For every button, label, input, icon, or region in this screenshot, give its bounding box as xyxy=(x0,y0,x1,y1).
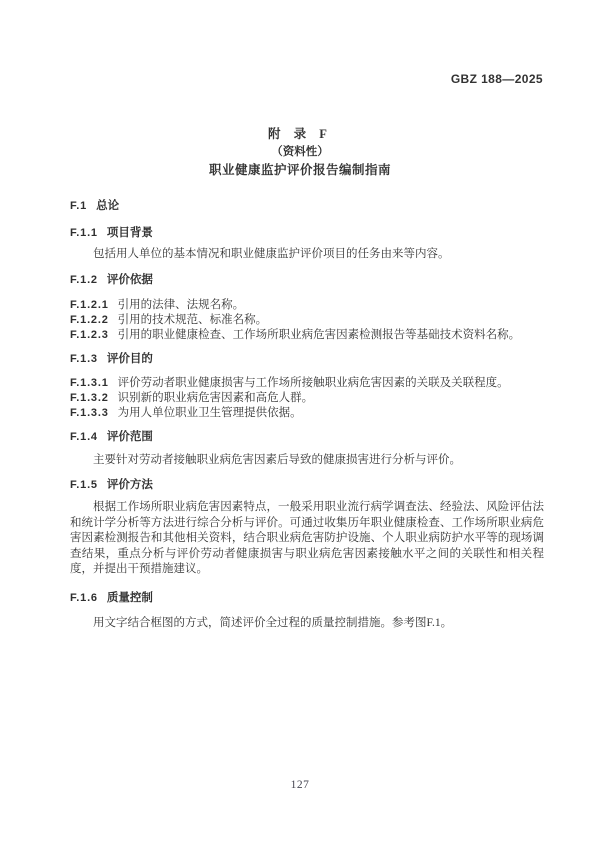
section-title: 评价方法 xyxy=(106,479,153,491)
paragraph-f1-5: 根据工作场所职业病危害因素特点，一般采用职业流行病学调查法、经验法、风险评估法和统计学分析等方法进行综合分析与评价。可通过收集历年职业健康检查、工作场所职业病危害因素检测报告和其他相关资料，结合职业病危害防护设施、个人职业病防护水平等的现场调查结果，重点分析与评价劳动者健康损害与职业病危害因素接触水平之间的关联性和相关程度，并提出干预措施建议。 xyxy=(70,501,544,575)
section-heading-f1 xyxy=(70,199,544,214)
appendix-kind: （资料性） xyxy=(271,146,329,158)
section-number: F.1 xyxy=(70,200,88,212)
paragraph-f1-1: 包括用人单位的基本情况和职业健康监护评价项目的任务由来等内容。 xyxy=(93,248,450,260)
section-number: F.1.4 xyxy=(70,430,98,443)
section-heading-f1-1 xyxy=(70,226,544,241)
clause-text: 引用的技术规范、标准名称。 xyxy=(117,313,268,326)
clause-f1-2-2 xyxy=(70,313,544,328)
section-title: 评价目的 xyxy=(106,352,153,365)
appendix-heading-block xyxy=(0,0,600,178)
section-number: F.1.3 xyxy=(70,352,98,365)
clause-number: F.1.2.2 xyxy=(70,313,109,326)
page-number: 127 xyxy=(290,779,310,791)
clause-text: 识别新的职业病危害因素和高危人群。 xyxy=(117,391,314,404)
clause-f1-2-3 xyxy=(70,328,544,343)
appendix-label: 附 录 F xyxy=(268,127,332,141)
clause-number: F.1.2.3 xyxy=(70,328,109,341)
section-number: F.1.1 xyxy=(70,227,98,239)
section-number: F.1.2 xyxy=(70,273,98,286)
appendix-title: 职业健康监护评价报告编制指南 xyxy=(208,163,391,177)
clause-text: 引用的法律、法规名称。 xyxy=(117,298,245,311)
section-title: 总论 xyxy=(96,200,120,212)
clause-f1-2-1 xyxy=(70,298,544,313)
clause-f1-3-3 xyxy=(70,406,544,421)
section-title: 质量控制 xyxy=(106,591,153,604)
clause-number: F.1.3.2 xyxy=(70,391,109,404)
section-heading-f1-2 xyxy=(70,273,544,288)
section-heading-f1-3 xyxy=(70,352,544,367)
clause-number: F.1.3.1 xyxy=(70,376,109,389)
section-number: F.1.5 xyxy=(70,479,98,491)
clause-f1-3-1 xyxy=(70,376,544,391)
document-content xyxy=(0,199,600,631)
section-number: F.1.6 xyxy=(70,591,98,604)
section-heading-f1-6 xyxy=(70,591,544,606)
section-title: 评价范围 xyxy=(106,430,153,443)
clause-text: 评价劳动者职业健康损害与工作场所接触职业病危害因素的关联及关联程度。 xyxy=(117,376,509,389)
section-heading-f1-5 xyxy=(70,478,544,493)
section-title: 项目背景 xyxy=(106,227,153,239)
clause-number: F.1.2.1 xyxy=(70,298,109,311)
clause-number: F.1.3.3 xyxy=(70,406,109,419)
section-heading-f1-4 xyxy=(70,430,544,445)
section-title: 评价依据 xyxy=(106,273,153,286)
clause-text: 为用人单位职业卫生管理提供依据。 xyxy=(117,406,302,419)
clause-f1-3-2 xyxy=(70,391,544,406)
standard-code: GBZ 188—2025 xyxy=(450,72,543,86)
clause-text: 引用的职业健康检查、工作场所职业病危害因素检测报告等基础技术资料名称。 xyxy=(117,328,521,341)
paragraph-f1-4: 主要针对劳动者接触职业病危害因素后导致的健康损害进行分析与评价。 xyxy=(93,453,461,466)
paragraph-f1-6: 用文字结合框图的方式，简述评价全过程的质量控制措施。参考图F.1。 xyxy=(93,616,453,629)
